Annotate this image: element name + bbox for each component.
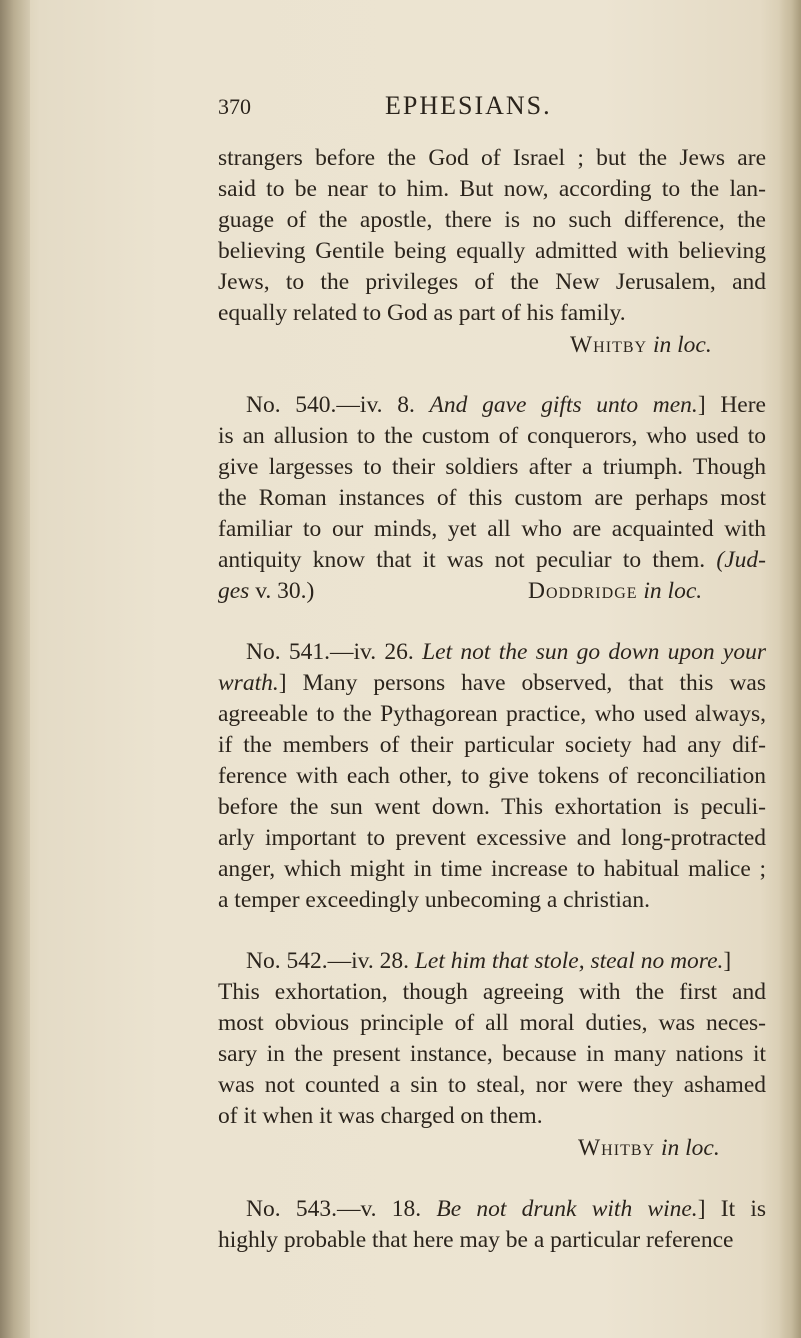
- text-line: if the members of their particular society had any dif-: [218, 732, 766, 758]
- note-number: No. 541.—iv. 26.: [246, 639, 414, 665]
- text-fragment: It is: [720, 1196, 767, 1222]
- reference-line: [218, 576, 314, 607]
- attribution: [528, 576, 702, 607]
- note-heading-cont: wrath.] Many persons have observed, that this was: [218, 670, 766, 696]
- text-line: ference with each other, to give tokens of reconciliation: [218, 763, 766, 789]
- attribution-ref: in loc.: [643, 578, 703, 604]
- attribution-author: Whitby: [570, 332, 648, 358]
- note-title: Let not the sun go down upon your: [422, 639, 766, 665]
- text-fragment: Here: [720, 392, 766, 418]
- attribution-ref: in loc.: [660, 1135, 720, 1161]
- note-heading-line: No. 542.—iv. 28. Let him that stole, steal no more.]: [246, 948, 732, 974]
- text-line: highly probable that here may be a particular reference: [218, 1227, 734, 1253]
- note-heading-line: [246, 637, 766, 668]
- text-line: agreeable to the Pythagorean practice, who used always,: [218, 701, 766, 727]
- note-heading-line: No. 543.—v. 18. Be not drunk with wine.] It is: [246, 1196, 767, 1222]
- attribution-author: Doddridge: [528, 578, 638, 604]
- text-line: Jews, to the privileges of the New Jerusalem, and: [218, 269, 766, 295]
- text-line: strangers before the God of Israel ; but the Jews are: [218, 145, 766, 171]
- text-line: before the sun went down. This exhortation is peculi-: [218, 794, 766, 820]
- note-title: Let him that stole, steal no more.: [414, 948, 724, 974]
- reference: (Jud-: [716, 547, 766, 573]
- text-line: guage of the apostle, there is no such difference, the: [218, 207, 766, 233]
- note-title-cont: wrath.: [218, 670, 279, 696]
- text-line: the Roman instances of this custom are perhaps most: [218, 485, 766, 511]
- text-line: is an allusion to the custom of conquerors, who used to: [218, 423, 766, 449]
- attribution: [570, 330, 712, 361]
- reference: v. 30.): [255, 578, 315, 604]
- text-line: said to be near to him. But now, according to the lan-: [218, 176, 766, 202]
- text-line: sary in the present instance, because in many nations it: [218, 1041, 766, 1067]
- note-title: Be not drunk with wine.: [436, 1196, 698, 1222]
- attribution: [578, 1133, 720, 1164]
- text-line: most obvious principle of all moral duties, was neces-: [218, 1010, 766, 1036]
- text-line: equally related to God as part of his family.: [218, 300, 626, 326]
- note-number: No. 540.—iv. 8.: [246, 392, 415, 418]
- text-line: was not counted a sin to steal, nor were they ashamed: [218, 1072, 766, 1098]
- text-fragment: antiquity know that it was not peculiar to them.: [218, 547, 706, 573]
- text-line: give largesses to their soldiers after a triumph. Though: [218, 454, 766, 480]
- text-line: anger, which might in time increase to habitual malice ;: [218, 856, 766, 882]
- text-line: arly important to prevent excessive and long-protracted: [218, 825, 766, 851]
- page-number: 370: [218, 94, 251, 119]
- text-line: a temper exceedingly unbecoming a christian.: [218, 887, 650, 913]
- note-number: No. 542.—iv. 28.: [246, 948, 409, 974]
- running-head: EPHESIANS.: [385, 91, 552, 120]
- attribution-ref: in loc.: [652, 332, 712, 358]
- text-line-with-ref: [218, 545, 766, 576]
- note-title: And gave gifts unto men.: [429, 392, 698, 418]
- text-line: believing Gentile being equally admitted with believing: [218, 238, 766, 264]
- text-line: of it when it was charged on them.: [218, 1103, 543, 1129]
- text-fragment: Many persons have observed, that this was: [302, 670, 766, 696]
- reference: ges: [218, 578, 250, 604]
- attribution-author: Whitby: [578, 1135, 656, 1161]
- text-line: familiar to our minds, yet all who are acquainted with: [218, 516, 766, 542]
- text-line: This exhortation, though agreeing with the first and: [218, 979, 766, 1005]
- note-number: No. 543.—v. 18.: [246, 1196, 422, 1222]
- note-heading-line: No. 540.—iv. 8. And gave gifts unto men.] Here: [246, 392, 766, 418]
